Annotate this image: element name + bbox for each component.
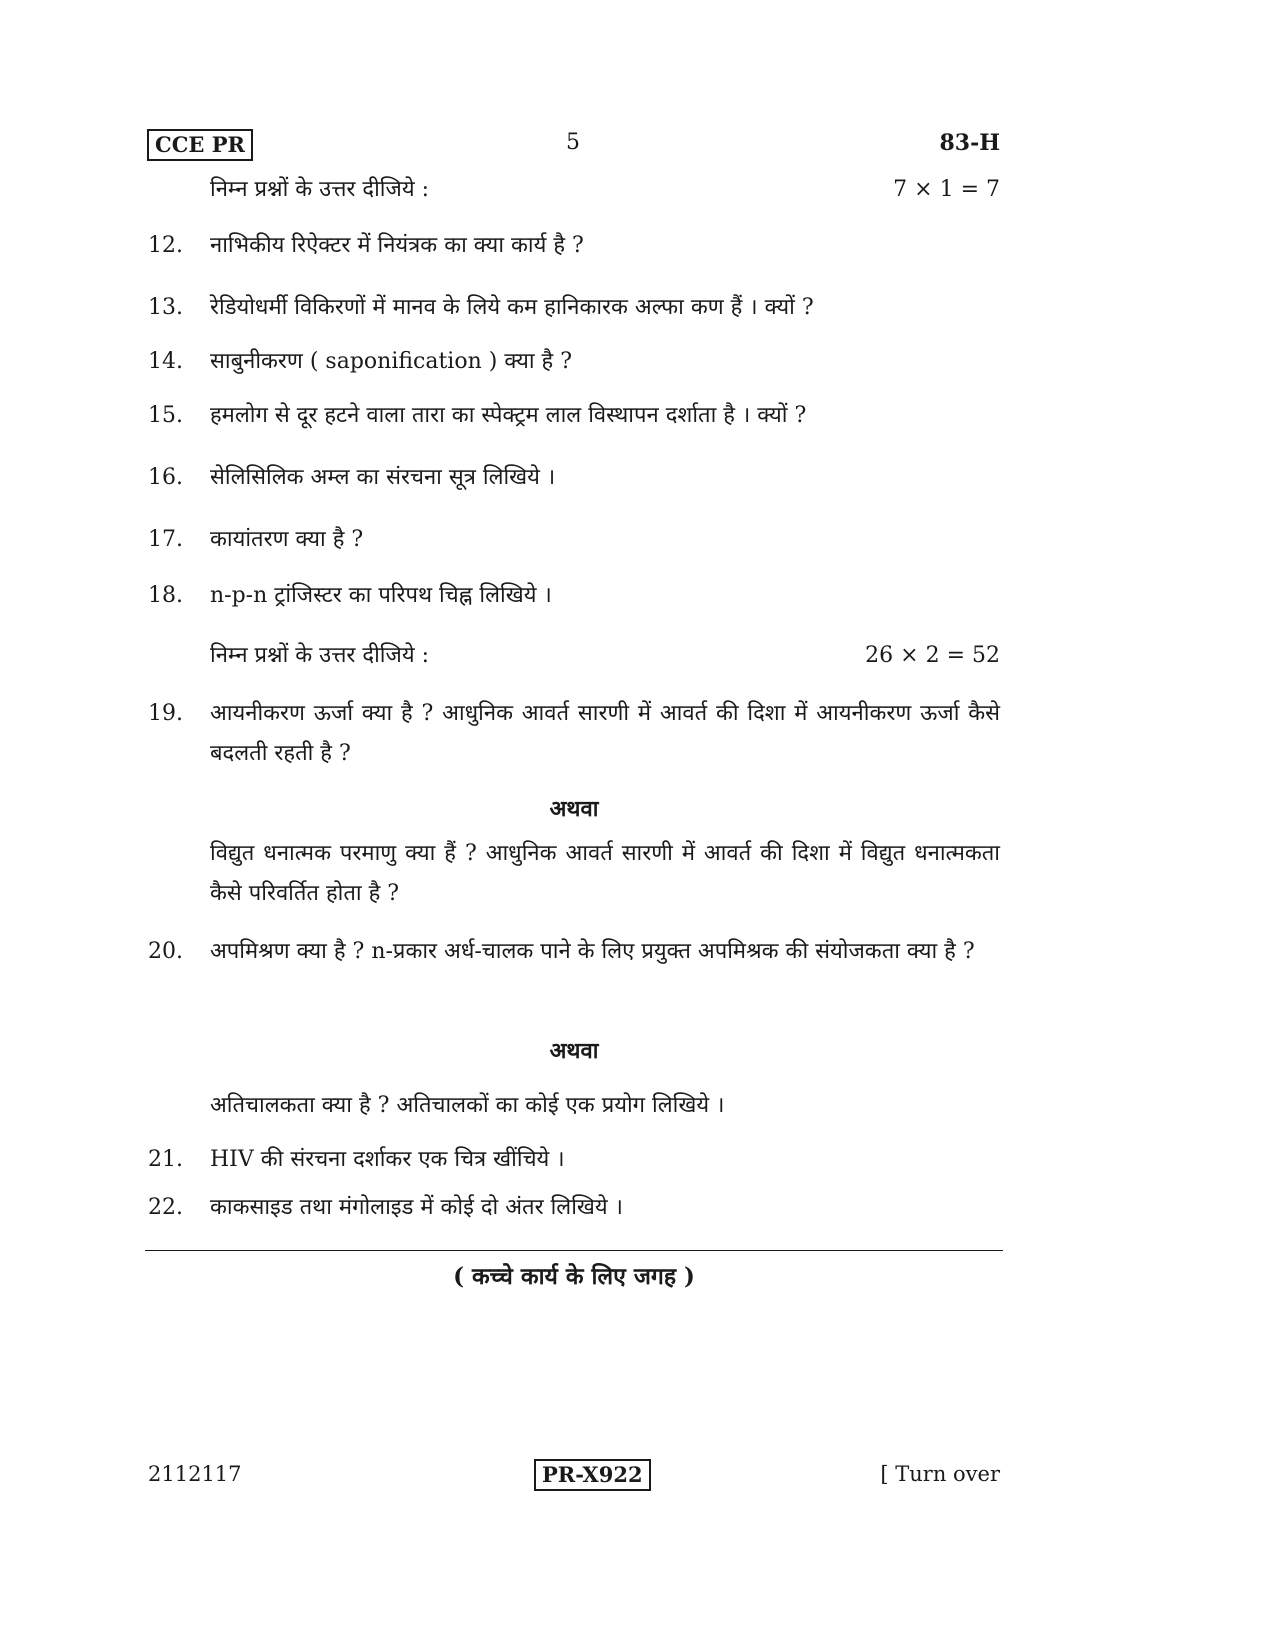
- question-number: 20.: [148, 939, 183, 964]
- footer-code-left: 2112117: [148, 1462, 242, 1486]
- question-16: [148, 458, 1000, 498]
- turn-over-label: [ Turn over: [880, 1462, 1000, 1486]
- question-number: 16.: [148, 465, 183, 490]
- question-text: अपमिश्रण क्या है ? n-प्रकार अर्ध-चालक पाने के लिए प्रयुक्त अपमिश्रक की संयोजकता क्या है ?: [210, 939, 975, 964]
- question-text: साबुनीकरण ( saponification ) क्या है ?: [210, 349, 573, 374]
- question-text: सेलिसिलिक अम्ल का संरचना सूत्र लिखिये ।: [210, 465, 556, 490]
- question-22: [148, 1188, 1000, 1228]
- rough-work-caption: ( कच्चे कार्य के लिए जगह ): [453, 1263, 695, 1290]
- question-14: [148, 342, 1000, 382]
- question-text: कायांतरण क्या है ?: [210, 527, 364, 552]
- question-text: काकसाइड तथा मंगोलाइड में कोई दो अंतर लिखिये ।: [210, 1195, 623, 1220]
- question-number: 18.: [148, 583, 183, 608]
- question-19-alternative: [148, 834, 1000, 914]
- or-label: अथवा: [549, 796, 599, 822]
- question-12: [148, 226, 1000, 266]
- question-17: [148, 520, 1000, 560]
- question-text: रेडियोधर्मी विकिरणों में मानव के लिये कम हानिकारक अल्फा कण हैं । क्यों ?: [210, 295, 814, 320]
- question-18: [148, 576, 1000, 616]
- section-a-instruction: निम्न प्रश्नों के उत्तर दीजिये :: [210, 177, 429, 202]
- section-b-instruction-row: [148, 636, 1000, 676]
- question-20: [148, 932, 1000, 1012]
- section-b-marks: 26 × 2 = 52: [865, 643, 1000, 668]
- question-20-alternative: [148, 1086, 1000, 1126]
- question-21: [148, 1140, 1000, 1180]
- subject-code: 83-H: [939, 130, 1000, 156]
- section-a-marks: 7 × 1 = 7: [893, 177, 1000, 202]
- question-text: अतिचालकता क्या है ? अतिचालकों का कोई एक प्रयोग लिखिये ।: [210, 1093, 725, 1118]
- question-15: [148, 396, 1000, 436]
- page-number: 5: [566, 130, 580, 155]
- question-number: 14.: [148, 349, 183, 374]
- paper-code-box: CCE PR: [147, 129, 253, 161]
- question-number: 21.: [148, 1147, 183, 1172]
- question-number: 15.: [148, 403, 183, 428]
- question-text: n-p-n ट्रांजिस्टर का परिपथ चिह्न लिखिये ।: [210, 583, 552, 608]
- question-text: विद्युत धनात्मक परमाणु क्या हैं ? आधुनिक आवर्त सारणी में आवर्त की दिशा में विद्युत धनात्मकता कैसे परिवर्तित होता है ?: [210, 841, 1000, 906]
- question-text: नाभिकीय रिऐक्टर में नियंत्रक का क्या कार्य है ?: [210, 233, 584, 258]
- question-13: [148, 288, 1000, 328]
- question-text: हमलोग से दूर हटने वाला तारा का स्पेक्ट्रम लाल विस्थापन दर्शाता है । क्यों ?: [210, 403, 807, 428]
- question-text: HIV की संरचना दर्शाकर एक चित्र खींचिये ।: [210, 1147, 565, 1172]
- section-a-instruction-row: [148, 170, 1000, 210]
- question-number: 22.: [148, 1195, 183, 1220]
- question-number: 17.: [148, 527, 183, 552]
- question-number: 12.: [148, 233, 183, 258]
- footer-code-box: PR-X922: [534, 1459, 651, 1491]
- question-number: 19.: [148, 701, 183, 726]
- or-label: अथवा: [549, 1038, 599, 1064]
- question-number: 13.: [148, 295, 183, 320]
- horizontal-divider: [145, 1250, 1003, 1251]
- section-b-instruction: निम्न प्रश्नों के उत्तर दीजिये :: [210, 643, 429, 668]
- question-19: [148, 694, 1000, 774]
- question-text: आयनीकरण ऊर्जा क्या है ? आधुनिक आवर्त सारणी में आवर्त की दिशा में आयनीकरण ऊर्जा कैसे बदलती रहती है ?: [210, 701, 1000, 766]
